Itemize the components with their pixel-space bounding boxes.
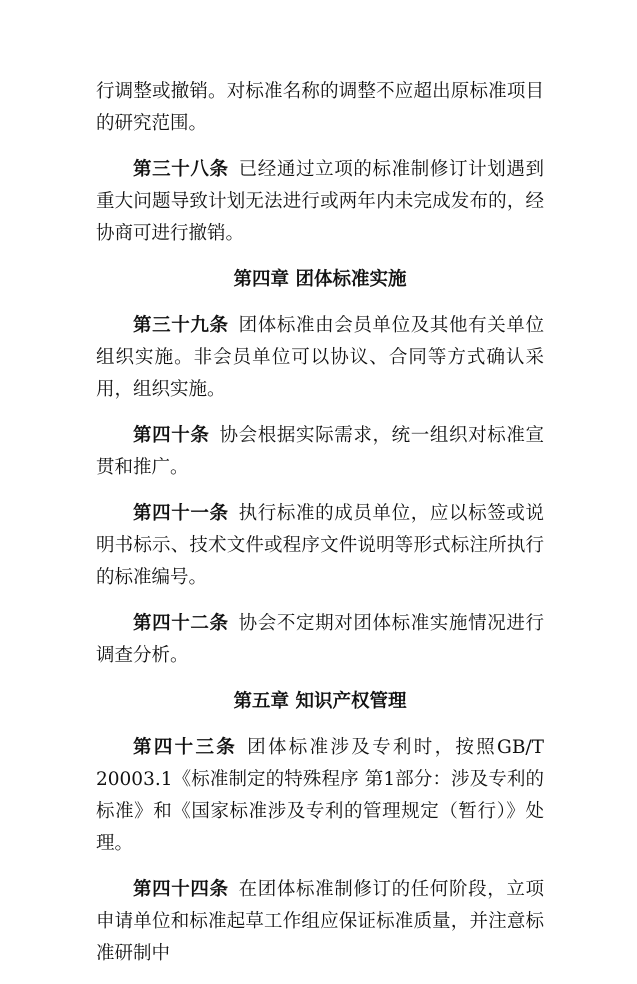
article-number: 第四十条 bbox=[133, 425, 210, 446]
article-text: 已经通过立项的标准制修订计划遇到重大问题导致计划无法进行或两年内未完成发布的，经协商可进行撤销。 bbox=[96, 159, 544, 244]
article-text: 团体标准由会员单位及其他有关单位组织实施。非会员单位可以协议、合同等方式确认采用，组织实施。 bbox=[96, 315, 544, 400]
article-43 bbox=[96, 732, 544, 860]
article-text: 执行标准的成员单位，应以标签或说明书标示、技术文件或程序文件说明等形式标注所执行的标准编号。 bbox=[96, 503, 544, 588]
paragraph-text: 行调整或撤销。对标准名称的调整不应超出原标准项目的研究范围。 bbox=[96, 81, 544, 134]
paragraph-continuation bbox=[96, 76, 544, 140]
article-44 bbox=[96, 874, 544, 970]
chapter-heading-5: 第五章 知识产权管理 bbox=[233, 691, 407, 712]
document-page bbox=[96, 76, 544, 984]
article-text: 协会根据实际需求，统一组织对标准宣贯和推广。 bbox=[96, 425, 544, 478]
article-number: 第三十八条 bbox=[133, 159, 229, 180]
article-text: 在团体标准制修订的任何阶段，立项申请单位和标准起草工作组应保证标准质量，并注意标准研制中 bbox=[96, 879, 544, 964]
article-42 bbox=[96, 608, 544, 672]
article-text: 团体标准涉及专利时，按照GB/T 20003.1《标准制定的特殊程序 第1部分：涉及专利的标准》和《国家标准涉及专利的管理规定（暂行）》处理。 bbox=[96, 737, 544, 854]
chapter-heading-4: 第四章 团体标准实施 bbox=[233, 269, 407, 290]
article-number: 第四十三条 bbox=[133, 737, 238, 758]
article-number: 第四十二条 bbox=[133, 613, 229, 634]
article-number: 第四十四条 bbox=[133, 879, 229, 900]
article-38 bbox=[96, 154, 544, 250]
article-41 bbox=[96, 498, 544, 594]
article-number: 第四十一条 bbox=[133, 503, 229, 524]
article-40 bbox=[96, 420, 544, 484]
article-39 bbox=[96, 310, 544, 406]
article-text: 协会不定期对团体标准实施情况进行调查分析。 bbox=[96, 613, 544, 666]
article-number: 第三十九条 bbox=[133, 315, 229, 336]
